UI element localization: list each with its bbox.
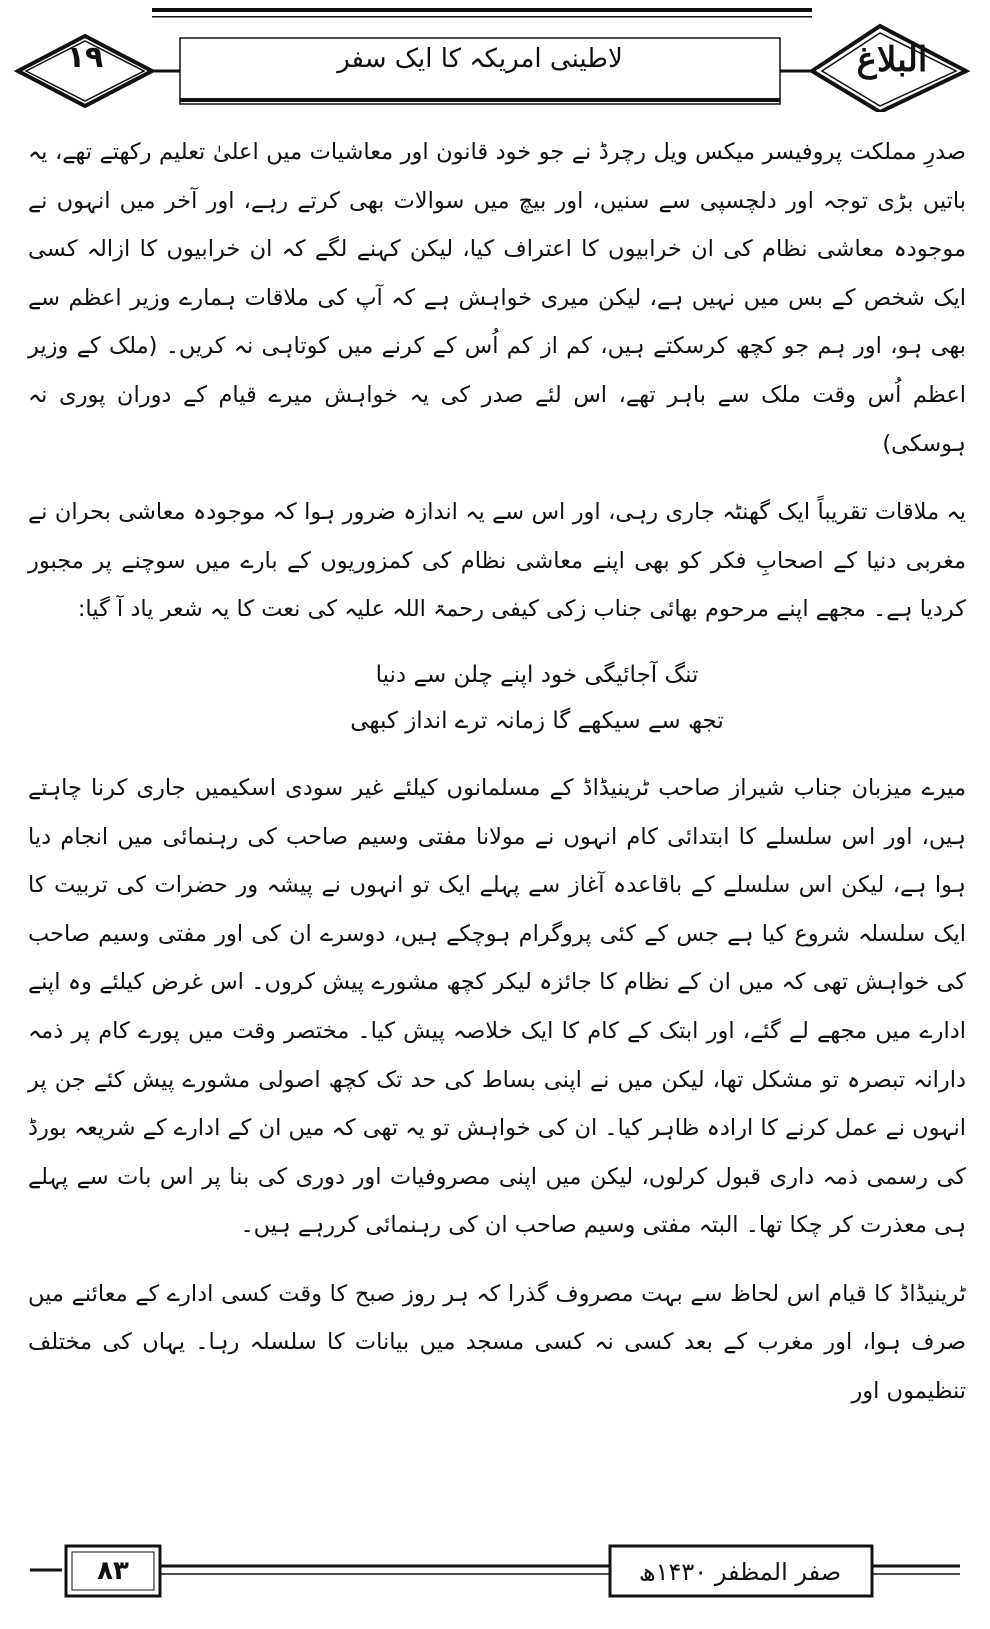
paragraph-president-meeting: صدرِ مملکت پروفیسر میکس ویل رچرڈ نے جو خود قانون اور معاشیات میں اعلیٰ تعلیم رکھتے تھے، یہ باتیں بڑی توجہ اور دلچسپی سے سنیں، اور بیچ میں سوالات بھی کرتے رہے، اور آخر میں انہوں نے موجودہ معاشی نظام کی ان خرابیوں کا اعتراف کیا، لیکن کہنے لگے کہ ان خرابیوں کا ازالہ کسی ایک شخص کے بس میں نہیں ہے، لیکن میری خواہش ہے کہ آپ کی ملاقات ہمارے وزیر اعظم سے بھی ہو، اور ہم جو کچھ کرسکتے ہیں، کم از کم اُس کے کرنے میں کوتاہی نہ کریں۔ (ملک کے وزیر اعظم اُس وقت ملک سے باہر تھے، اس لئے صدر کی یہ خواہش میرے قیام کے دوران پوری نہ ہوسکی) — [28, 139, 966, 457]
article-body — [28, 128, 966, 1416]
paragraph-trinidad-stay: ٹرینیڈاڈ کا قیام اس لحاظ سے بہت مصروف گذرا کہ ہر روز صبح کا وقت کسی ادارے کے معائنے میں صرف ہوا، اور مغرب کے بعد کسی نہ کسی مسجد میں بیانات کا سلسلہ رہا۔ یہاں کی مختلف تنظیموں اور — [28, 1280, 966, 1405]
verse-line-1: تنگ آجائیگی خود اپنے چلن سے دنیا — [375, 661, 699, 688]
paragraph-host-shiraz: میرے میزبان جناب شیراز صاحب ٹرینیڈاڈ کے مسلمانوں کیلئے غیر سودی اسکیمیں جاری کرنا چاہتے ہیں، اور اس سلسلے کا ابتدائی کام انہوں نے مولانا مفتی وسیم صاحب کی رہنمائی میں انجام دیا ہوا ہے، لیکن اس سلسلے کے باقاعدہ آغاز سے پہلے ایک تو انہوں نے پیشہ ور حضرات کی تربیت کا ایک سلسلہ شروع کیا ہے جس کے کئی پروگرام ہوچکے ہیں، دوسرے ان کی اور مفتی وسیم صاحب کی خواہش تھی کہ میں ان کے نظام کا جائزہ لیکر کچھ مشورے پیش کروں۔ اس غرض کیلئے وہ اپنے ادارے میں مجھے لے گئے، اور ابتک کے کام کا ایک خلاصہ پیش کیا۔ مختصر وقت میں پورے کام پر ذمہ دارانہ تبصرہ تو مشکل تھا، لیکن میں نے اپنی بساط کی حد تک کچھ اصولی مشورے پیش کئے جن پر انہوں نے عمل کرنے کا ارادہ ظاہر کیا۔ ان کی خواہش تو یہ تھی کہ میں ان کے ادارے کے شریعہ بورڈ کی رسمی ذمہ داری قبول کرلوں، لیکن میں اپنی مصروفیات اور دوری کی بنا پر اس بات سے پہلے ہی معذرت کر چکا تھا۔ البتہ مفتی وسیم صاحب ان کی رہنمائی کررہے ہیں۔ — [28, 774, 966, 1239]
page-footer — [0, 1528, 990, 1608]
page-number: ۱۹ — [66, 40, 104, 75]
verse-line-2: تجھ سے سیکھے گا زمانہ ترے انداز کبھی — [350, 707, 724, 734]
running-title: لاطینی امریکہ کا ایک سفر — [337, 44, 623, 74]
magazine-logo: البلاغ — [856, 40, 928, 80]
issue-date: صفر المظفر ۱۴۳۰ھ — [638, 1558, 842, 1586]
folio-number: ۸۳ — [97, 1556, 129, 1586]
verse-couplet — [28, 652, 966, 744]
page-header — [0, 0, 990, 112]
paragraph-meeting-duration: یہ ملاقات تقریباً ایک گھنٹہ جاری رہی، اور اس سے یہ اندازہ ضرور ہوا کہ موجودہ معاشی بحران نے مغربی دنیا کے اصحابِ فکر کو بھی اپنے معاشی نظام کی کمزوریوں کے بارے میں سوچنے پر مجبور کردیا ہے۔ مجھے اپنے مرحوم بھائی جناب زکی کیفی رحمۃ اللہ علیہ کی نعت کا یہ شعر یاد آ گیا: — [28, 499, 966, 623]
